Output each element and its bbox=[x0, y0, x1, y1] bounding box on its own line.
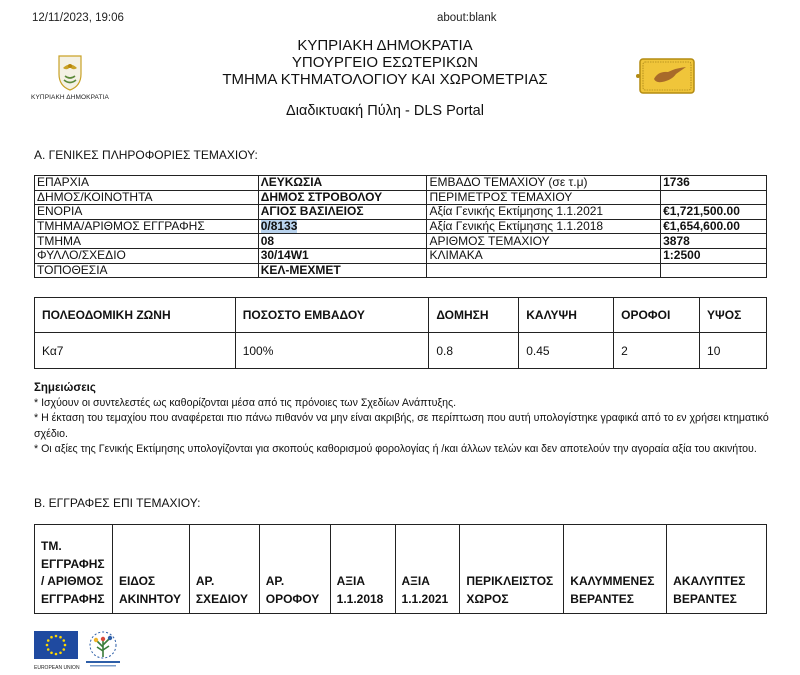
info-label: ΔΗΜΟΣ/ΚΟΙΝΟΤΗΤΑ bbox=[35, 190, 259, 205]
note-item: * Ισχύουν οι συντελεστές ως καθορίζονται μέσα από τις πρόνοιες των Σχεδίων Ανάπτυξης. bbox=[34, 397, 457, 410]
header-line: ΒΕΡΑΝΤΕΣ bbox=[673, 591, 737, 606]
eu-star-icon bbox=[47, 639, 50, 642]
zoning-header: ΠΟΛΕΟΔΟΜΙΚΗ ΖΩΝΗ bbox=[35, 298, 236, 333]
zoning-header: ΟΡΟΦΟΙ bbox=[614, 298, 700, 333]
selected-text-highlight[interactable]: 0/8133 bbox=[260, 219, 298, 234]
eu-star-icon bbox=[50, 651, 53, 654]
zoning-table bbox=[34, 297, 767, 369]
eu-star-icon bbox=[46, 644, 49, 647]
cyprus-map-seal-icon bbox=[636, 55, 698, 97]
info-value bbox=[661, 263, 767, 278]
info-label: ΕΠΑΡΧΙΑ bbox=[35, 176, 259, 191]
header-line: ΕΓΓΡΑΦΗΣ bbox=[41, 556, 105, 571]
table-header-row bbox=[35, 525, 767, 614]
portal-title: Διαδικτυακή Πύλη - DLS Portal bbox=[286, 103, 484, 119]
eu-star-icon bbox=[59, 651, 62, 654]
table-row bbox=[35, 205, 767, 220]
registrations-header bbox=[564, 525, 667, 614]
table-row bbox=[35, 176, 767, 191]
zoning-cell: 2 bbox=[614, 333, 700, 369]
info-label: ΤΟΠΟΘΕΣΙΑ bbox=[35, 263, 259, 278]
info-value: 1736 bbox=[661, 176, 767, 191]
department-name: ΤΜΗΜΑ ΚΤΗΜΑΤΟΛΟΓΙΟΥ ΚΑΙ ΧΩΡΟΜΕΤΡΙΑΣ bbox=[222, 71, 548, 88]
registrations-header bbox=[667, 525, 767, 614]
republic-name: ΚΥΠΡΙΑΚΗ ΔΗΜΟΚΡΑΤΙΑ bbox=[297, 37, 473, 54]
table-row bbox=[35, 333, 767, 369]
eu-star-icon bbox=[64, 644, 67, 647]
zoning-cell: 100% bbox=[235, 333, 429, 369]
info-value: ΚΕΛ-ΜΕΧΜΕΤ bbox=[258, 263, 427, 278]
table-row bbox=[35, 263, 767, 278]
eu-logo bbox=[34, 631, 80, 671]
eu-star-icon bbox=[55, 653, 58, 656]
info-value: 08 bbox=[258, 234, 427, 249]
table-row bbox=[35, 219, 767, 234]
header-line: ΟΡΟΦΟΥ bbox=[265, 591, 320, 606]
table-header-row bbox=[35, 298, 767, 333]
header-line: ΑΚΙΝΗΤΟΥ bbox=[118, 591, 182, 606]
header-line: ΕΙΔΟΣ bbox=[118, 574, 156, 588]
coat-of-arms-logo bbox=[30, 52, 110, 101]
zoning-cell: 10 bbox=[700, 333, 767, 369]
eu-star-icon bbox=[50, 636, 53, 639]
section-b-title: Β. ΕΓΓΡΑΦΕΣ ΕΠΙ ΤΕΜΑΧΙΟΥ: bbox=[34, 496, 201, 510]
note-item: * Η έκταση του τεμαχίου που αναφέρεται πιο πάνω πιθανόν να μην είναι ακριβής, σε περίπτωση που αυτή υπολογίστηκε γραφικά από το εν χρήσει κτηματικό σχέδιο. bbox=[34, 412, 769, 440]
cohesion-fund-logo-icon bbox=[82, 629, 124, 669]
government-header bbox=[200, 37, 570, 88]
header-line: / ΑΡΙΘΜΟΣ bbox=[41, 574, 104, 588]
print-date: 12/11/2023, 19:06 bbox=[32, 12, 124, 24]
table-row bbox=[35, 190, 767, 205]
header-line: ΕΓΓΡΑΦΗΣ bbox=[41, 591, 105, 606]
header-line: ΑΡ. bbox=[195, 574, 215, 588]
section-a-title: Α. ΓΕΝΙΚΕΣ ΠΛΗΡΟΦΟΡΙΕΣ ΤΕΜΑΧΙΟΥ: bbox=[34, 148, 258, 162]
info-label bbox=[427, 263, 661, 278]
zoning-cell: Κα7 bbox=[35, 333, 236, 369]
zoning-header: ΚΑΛΥΨΗ bbox=[519, 298, 614, 333]
eu-flag-icon bbox=[34, 631, 78, 659]
print-url: about:blank bbox=[437, 12, 497, 24]
header-line: ΑΞΙΑ bbox=[336, 574, 366, 588]
zoning-cell: 0.8 bbox=[429, 333, 519, 369]
info-value bbox=[258, 219, 427, 234]
info-value bbox=[661, 190, 767, 205]
registrations-table bbox=[34, 524, 767, 614]
eu-caption: EUROPEAN UNION bbox=[34, 665, 80, 671]
info-label: ΤΜΗΜΑ bbox=[35, 234, 259, 249]
info-label: ΚΛΙΜΑΚΑ bbox=[427, 248, 661, 263]
header-line: ΒΕΡΑΝΤΕΣ bbox=[570, 591, 634, 606]
eu-star-icon bbox=[62, 639, 65, 642]
registrations-header bbox=[395, 525, 460, 614]
info-value: €1,654,600.00 bbox=[661, 219, 767, 234]
notes-title: Σημειώσεις bbox=[34, 382, 96, 394]
zoning-header: ΔΟΜΗΣΗ bbox=[429, 298, 519, 333]
registrations-header bbox=[330, 525, 395, 614]
header-line: ΤΜ. bbox=[41, 539, 62, 553]
note-item: * Οι αξίες της Γενικής Εκτίμησης υπολογίζονται για σκοπούς καθορισμού φορολογίας ή /και άλλων τελών και δεν αποτελούν την αγοραία αξία του ακινήτου. bbox=[34, 442, 757, 455]
table-row bbox=[35, 234, 767, 249]
registrations-header bbox=[460, 525, 564, 614]
eu-star-icon bbox=[59, 636, 62, 639]
eu-star-icon bbox=[62, 648, 65, 651]
header-line: ΠΕΡΙΚΛΕΙΣΤΟΣ bbox=[466, 574, 554, 588]
table-row bbox=[35, 248, 767, 263]
notes-section bbox=[34, 381, 774, 457]
header-line: ΑΞΙΑ bbox=[401, 574, 430, 588]
zoning-header: ΠΟΣΟΣΤΟ ΕΜΒΑΔΟΥ bbox=[235, 298, 429, 333]
info-value: 3878 bbox=[661, 234, 767, 249]
header-line: 1.1.2021 bbox=[401, 591, 449, 606]
info-value: ΑΓΙΟΣ ΒΑΣΙΛΕΙΟΣ bbox=[258, 205, 427, 220]
registrations-header bbox=[35, 525, 113, 614]
info-label: ΠΕΡΙΜΕΤΡΟΣ ΤΕΜΑΧΙΟΥ bbox=[427, 190, 661, 205]
info-value: 30/14W1 bbox=[258, 248, 427, 263]
ministry-name: ΥΠΟΥΡΓΕΙΟ ΕΣΩΤΕΡΙΚΩΝ bbox=[291, 54, 479, 71]
header-line: 1.1.2018 bbox=[336, 591, 384, 606]
info-value: ΔΗΜΟΣ ΣΤΡΟΒΟΛΟΥ bbox=[258, 190, 427, 205]
info-label: ΑΡΙΘΜΟΣ ΤΕΜΑΧΙΟΥ bbox=[427, 234, 661, 249]
header-line: ΧΩΡΟΣ bbox=[466, 591, 509, 606]
registrations-header bbox=[112, 525, 189, 614]
info-label: ΦΥΛΛΟ/ΣΧΕΔΙΟ bbox=[35, 248, 259, 263]
info-label: Αξία Γενικής Εκτίμησης 1.1.2018 bbox=[427, 219, 661, 234]
header-line: ΑΡ. bbox=[265, 574, 285, 588]
zoning-cell: 0.45 bbox=[519, 333, 614, 369]
info-value: €1,721,500.00 bbox=[661, 205, 767, 220]
zoning-header: ΥΨΟΣ bbox=[700, 298, 767, 333]
registrations-header bbox=[189, 525, 259, 614]
header-line: ΣΧΕΔΙΟΥ bbox=[195, 591, 249, 606]
coat-of-arms-icon bbox=[53, 52, 87, 92]
eu-star-icon bbox=[55, 635, 58, 638]
coat-of-arms-caption: ΚΥΠΡΙΑΚΗ ΔΗΜΟΚΡΑΤΙΑ bbox=[31, 94, 109, 101]
registrations-header bbox=[259, 525, 330, 614]
info-value: ΛΕΥΚΩΣΙΑ bbox=[258, 176, 427, 191]
header-line: ΑΚΑΛΥΠΤΕΣ bbox=[673, 574, 746, 588]
info-label: ΕΝΟΡΙΑ bbox=[35, 205, 259, 220]
parcel-info-table bbox=[34, 175, 767, 278]
info-label: Αξία Γενικής Εκτίμησης 1.1.2021 bbox=[427, 205, 661, 220]
info-label: ΕΜΒΑΔΟ ΤΕΜΑΧΙΟΥ (σε τ.μ) bbox=[427, 176, 661, 191]
eu-star-icon bbox=[47, 648, 50, 651]
info-label: ΤΜΗΜΑ/ΑΡΙΘΜΟΣ ΕΓΓΡΑΦΗΣ bbox=[35, 219, 259, 234]
info-value: 1:2500 bbox=[661, 248, 767, 263]
header-line: ΚΑΛΥΜΜΕΝΕΣ bbox=[570, 574, 655, 588]
